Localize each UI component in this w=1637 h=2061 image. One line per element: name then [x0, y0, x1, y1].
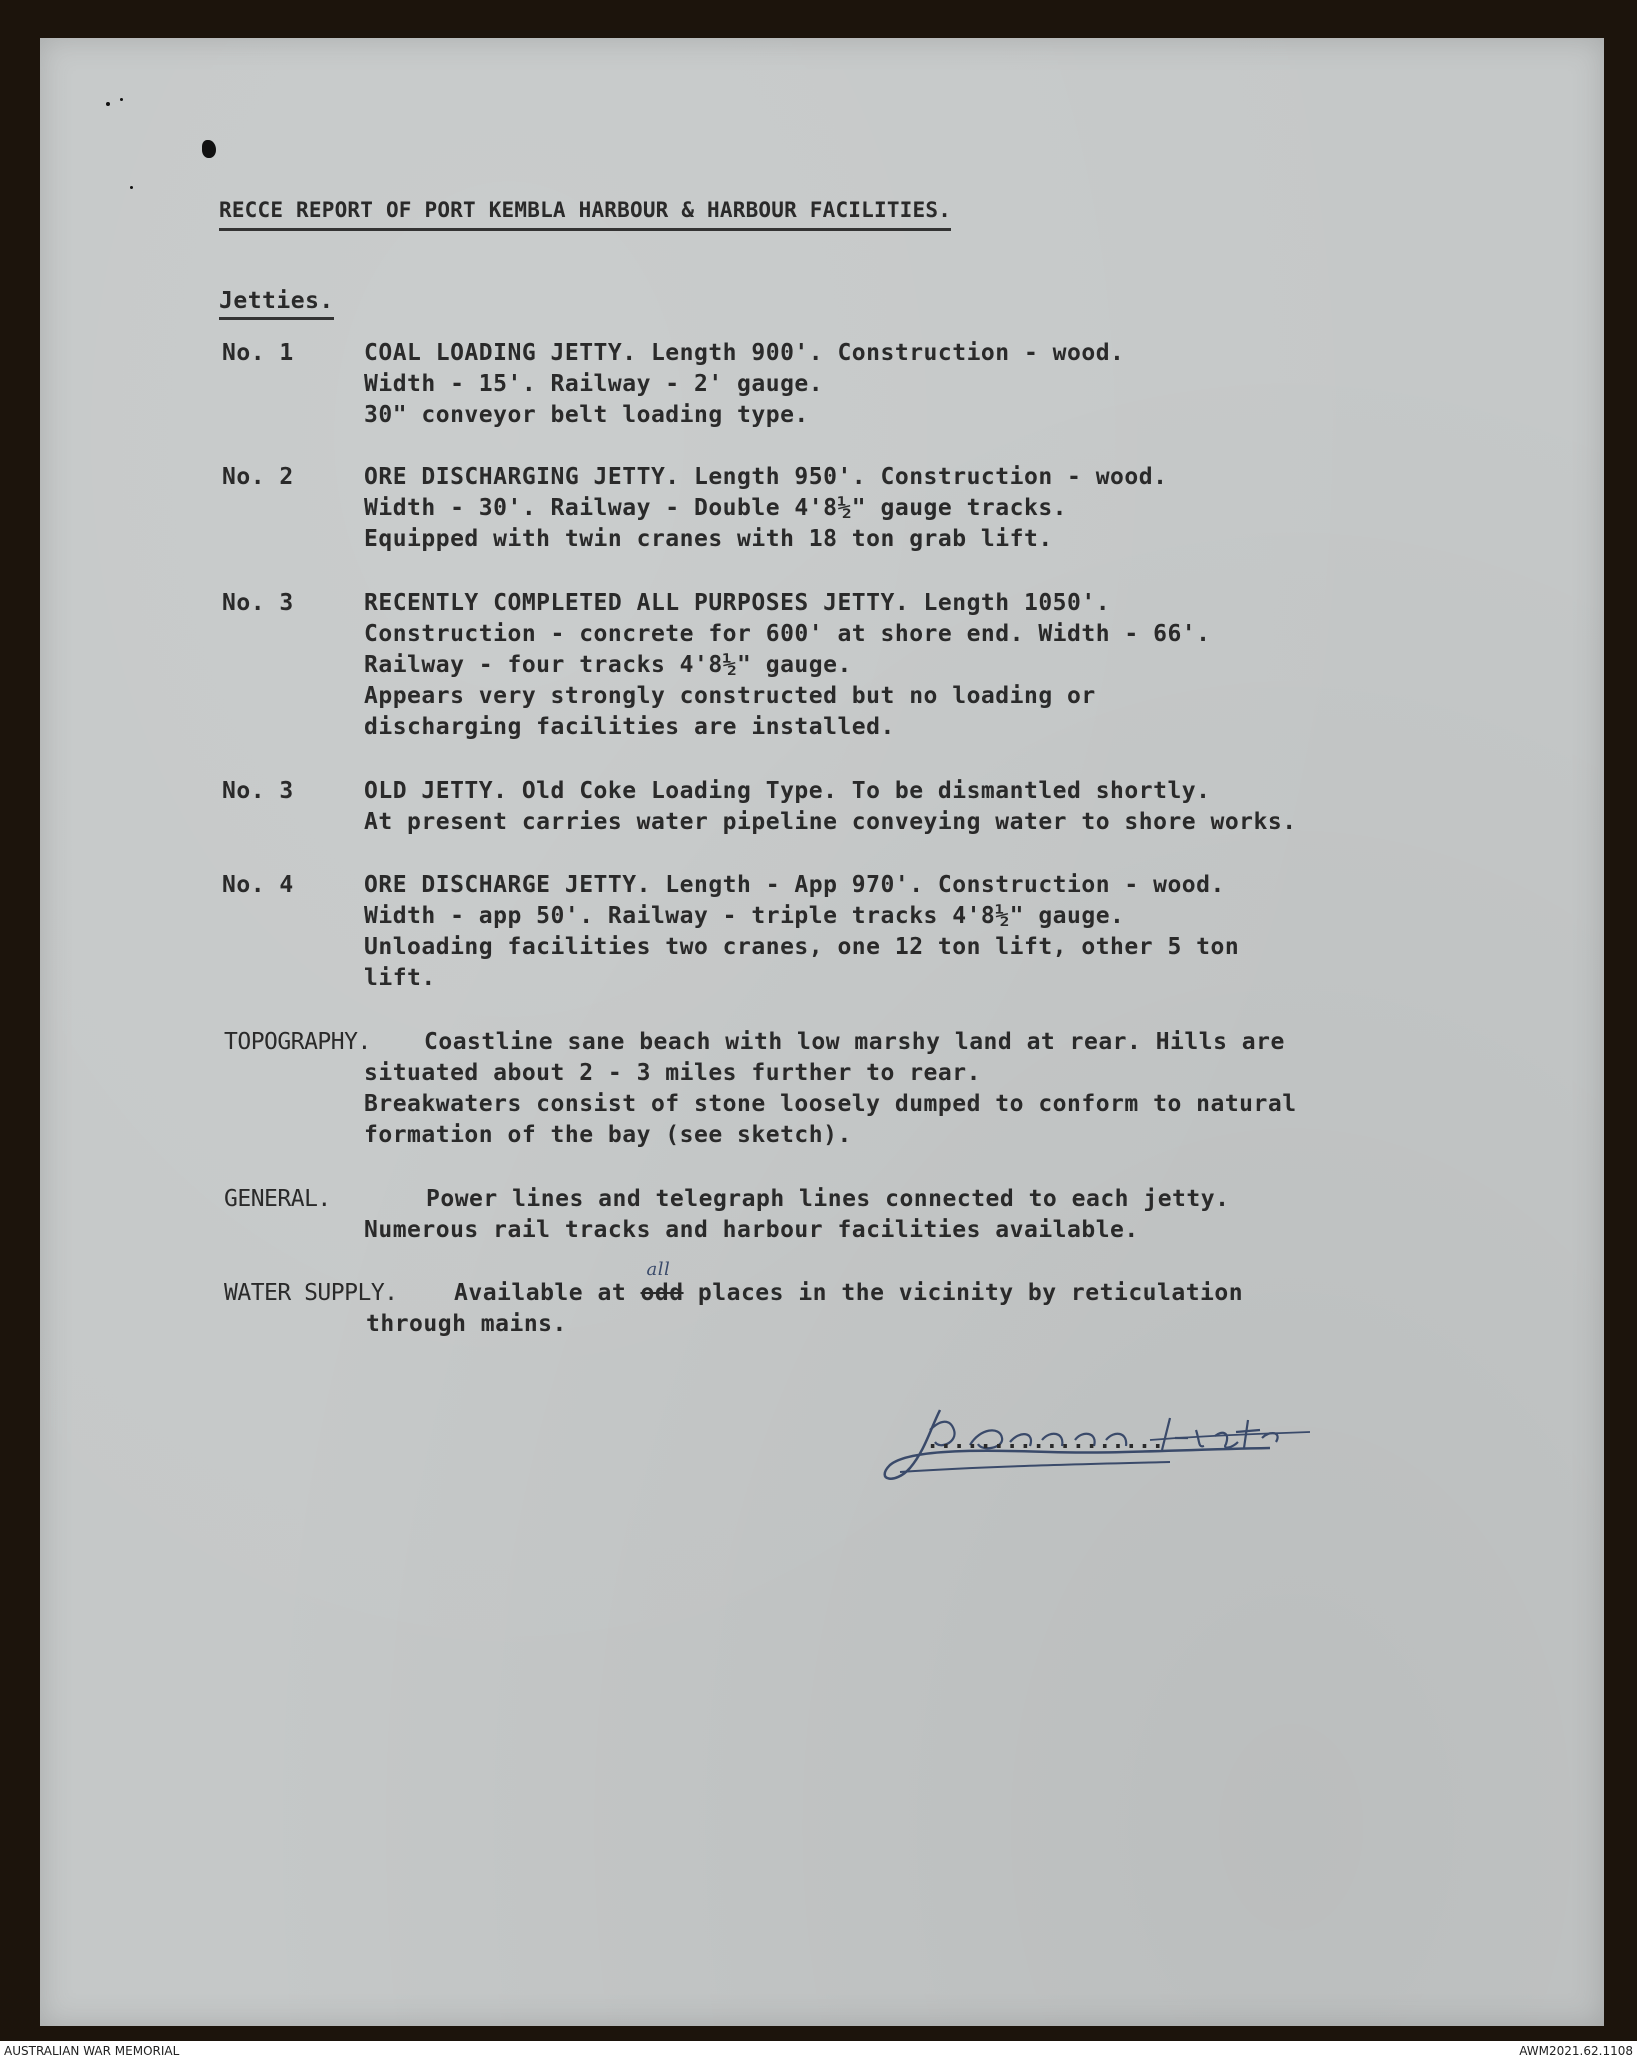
topography-line: formation of the bay (see sketch). — [364, 1122, 852, 1148]
jetty-line: Construction - concrete for 600' at shore end. Width - 66'. — [364, 621, 1211, 647]
handwritten-insertion: all — [646, 1259, 671, 1280]
footer-source: AUSTRALIAN WAR MEMORIAL — [4, 2044, 180, 2058]
topography-line: situated about 2 - 3 miles further to rear. — [364, 1060, 981, 1086]
water-supply-line — [454, 1259, 1244, 1309]
jetty-line: COAL LOADING JETTY. Length 900'. Construction - wood. — [364, 340, 1125, 366]
jetty-line: Equipped with twin cranes with 18 ton grab lift. — [364, 526, 1053, 552]
jetty-line: ORE DISCHARGE JETTY. Length - App 970'. Construction - wood. — [364, 872, 1225, 898]
topography-line: Breakwaters consist of stone loosely dumped to conform to natural — [364, 1091, 1297, 1117]
punch-mark — [202, 140, 216, 158]
footer-bar — [0, 2041, 1637, 2061]
jetty-line: Width - 15'. Railway - 2' gauge. — [364, 371, 824, 397]
jetty-line: At present carries water pipeline conveying water to shore works. — [364, 809, 1297, 835]
document-title: RECCE REPORT OF PORT KEMBLA HARBOUR & HARBOUR FACILITIES. — [219, 195, 951, 231]
section-heading-jetties: Jetties. — [219, 286, 334, 320]
signature-dots: .................. — [926, 1429, 1165, 1454]
signature-block — [870, 1390, 1450, 1500]
topography-line: Coastline sane beach with low marshy land at rear. Hills are — [424, 1029, 1285, 1055]
jetty-line: Appears very strongly constructed but no loading or — [364, 683, 1096, 709]
speck-mark — [130, 186, 133, 189]
water-supply-label: WATER SUPPLY. — [224, 1280, 398, 1306]
jetty-label: No. 1 — [222, 340, 294, 366]
jetty-line: RECENTLY COMPLETED ALL PURPOSES JETTY. Length 1050'. — [364, 590, 1111, 616]
jetty-line: Railway - four tracks 4'8½" gauge. — [364, 652, 852, 678]
general-line: Numerous rail tracks and harbour facilities available. — [364, 1217, 1139, 1243]
water-supply-text: Available at — [454, 1280, 641, 1306]
speck-mark — [106, 102, 110, 106]
jetty-label: No. 4 — [222, 872, 294, 898]
general-label: GENERAL. — [224, 1186, 331, 1212]
jetty-label: No. 3 — [222, 778, 294, 804]
jetty-line: Unloading facilities two cranes, one 12 ton lift, other 5 ton — [364, 934, 1240, 960]
jetty-line: 30" conveyor belt loading type. — [364, 402, 809, 428]
water-supply-text: places in the vicinity by reticulation — [683, 1280, 1244, 1306]
jetty-line: Width - 30'. Railway - Double 4'8½" gauge tracks. — [364, 495, 1068, 521]
jetty-line: ORE DISCHARGING JETTY. Length 950'. Construction - wood. — [364, 464, 1168, 490]
struck-word: odd — [640, 1280, 684, 1306]
jetty-label: No. 2 — [222, 464, 294, 490]
topography-label: TOPOGRAPHY. — [224, 1029, 371, 1055]
jetty-line: discharging facilities are installed. — [364, 714, 895, 740]
general-line: Power lines and telegraph lines connected to each jetty. — [426, 1186, 1230, 1212]
jetty-line: Width - app 50'. Railway - triple tracks 4'8½" gauge. — [364, 903, 1125, 929]
jetty-label: No. 3 — [222, 590, 294, 616]
water-supply-line: through mains. — [366, 1311, 567, 1337]
jetty-line: OLD JETTY. Old Coke Loading Type. To be dismantled shortly. — [364, 778, 1211, 804]
speck-mark — [120, 98, 123, 101]
correction — [640, 1259, 684, 1309]
jetty-line: lift. — [364, 965, 436, 991]
footer-accession-number: AWM2021.62.1108 — [1519, 2044, 1633, 2058]
